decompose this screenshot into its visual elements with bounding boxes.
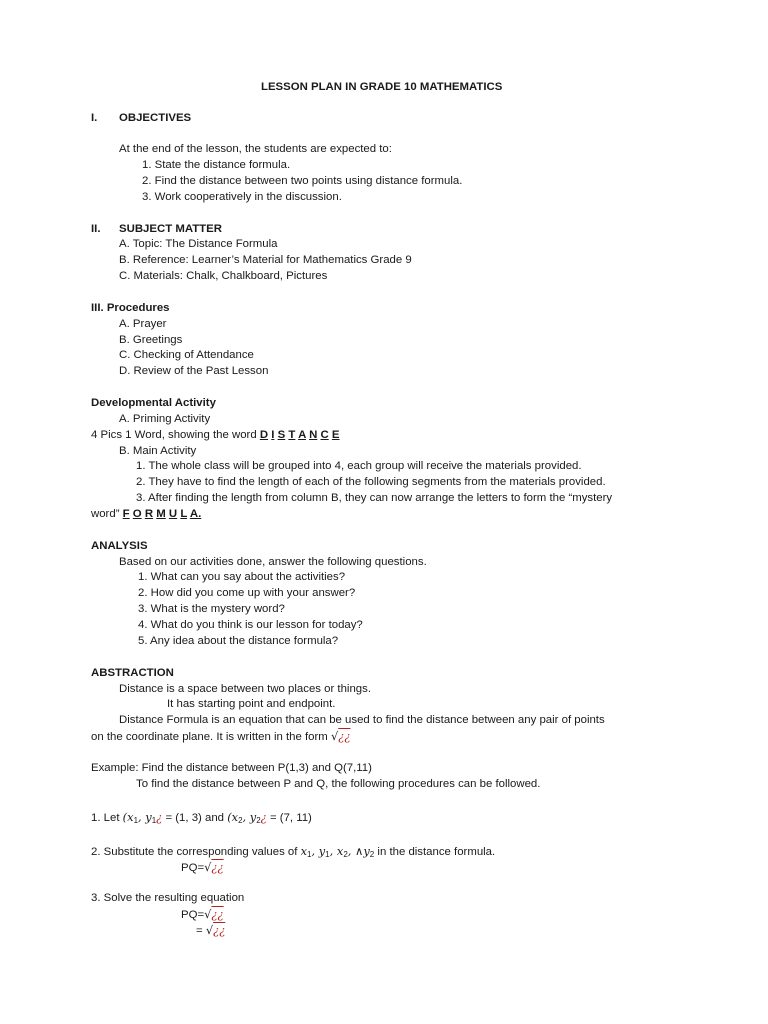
example-line: Example: Find the distance between P(1,3) and Q(7,11) <box>91 762 372 774</box>
procedure-item: A. Prayer <box>119 318 167 330</box>
step-2-suffix: in the distance formula. <box>374 846 496 858</box>
page-title: LESSON PLAN IN GRADE 10 MATHEMATICS <box>261 81 503 93</box>
abstraction-line: It has starting point and endpoint. <box>167 698 336 710</box>
four-pics-line <box>91 428 340 442</box>
distance-letter: S <box>277 429 286 441</box>
math-y: y <box>145 810 152 824</box>
objective-item: 1. State the distance formula. <box>142 159 291 171</box>
broken-glyph: ¿ <box>156 810 163 824</box>
distance-letter: N <box>309 429 318 441</box>
equals-sign: = <box>196 925 203 937</box>
math-sub: 1 <box>307 850 312 859</box>
formula-letter: F <box>122 508 130 520</box>
math-x: x <box>231 810 239 824</box>
pq-label: PQ= <box>181 909 205 921</box>
procedure-item: C. Checking of Attendance <box>119 349 254 361</box>
math-sub: 2 <box>238 816 243 825</box>
math-wedge: ∧ <box>355 844 364 858</box>
activity-step: 1. The whole class will be grouped into 4, each group will receive the materials provided. <box>136 460 582 472</box>
formula-word <box>123 508 202 520</box>
step-3: 3. Solve the resulting equation <box>91 892 245 904</box>
analysis-question: 4. What do you think is our lesson for today? <box>138 619 363 631</box>
step-2-prefix: 2. Substitute the corresponding values of <box>91 846 301 858</box>
abstraction-formula-line <box>91 729 350 744</box>
formula-letter: L <box>180 508 188 520</box>
distance-letter: T <box>288 429 296 441</box>
math-y: y <box>363 844 370 858</box>
math-sub: 2 <box>256 816 261 825</box>
subject-heading: SUBJECT MATTER <box>119 223 222 235</box>
distance-letter: A <box>298 429 306 441</box>
objectives-intro: At the end of the lesson, the students are expected to: <box>119 143 392 155</box>
math-comma: , <box>329 844 337 858</box>
analysis-question: 2. How did you come up with your answer? <box>138 587 356 599</box>
step-1-prefix: 1. Let <box>91 812 123 824</box>
example-line: To find the distance between P and Q, the following procedures can be followed. <box>136 778 541 790</box>
math-sub: 1 <box>151 816 157 825</box>
distance-letter: I <box>271 429 275 441</box>
pq-label: PQ= <box>181 862 205 874</box>
math-comma: , <box>138 810 146 824</box>
analysis-intro: Based on our activities done, answer the following questions. <box>119 556 427 568</box>
objective-item: 2. Find the distance between two points using distance formula. <box>142 175 463 187</box>
broken-formula: ¿¿ <box>213 923 226 937</box>
abstraction-line: on the coordinate plane. It is written in the form <box>91 731 331 743</box>
and-text: and <box>201 812 228 824</box>
sqrt-icon: √ <box>204 860 212 874</box>
analysis-heading: ANALYSIS <box>91 540 148 552</box>
formula-letter: M <box>156 508 166 520</box>
math-paren: ( <box>122 810 128 824</box>
analysis-question: 1. What can you say about the activities? <box>138 571 346 583</box>
step-2 <box>91 844 495 862</box>
objectives-num: I. <box>91 112 98 124</box>
math-x: x <box>336 844 344 858</box>
pq-formula-2 <box>181 907 224 922</box>
procedure-item: D. Review of the Past Lesson <box>119 365 269 377</box>
math-comma: , <box>311 844 319 858</box>
broken-formula: ¿¿ <box>338 729 351 743</box>
activity-step: 3. After finding the length from column B, they can now arrange the letters to form the “mystery <box>136 492 613 504</box>
analysis-question: 3. What is the mystery word? <box>138 603 285 615</box>
formula-letter: U <box>168 508 178 520</box>
math-x: x <box>300 844 308 858</box>
developmental-heading: Developmental Activity <box>91 397 216 409</box>
sqrt-icon: √ <box>205 923 214 937</box>
subject-item: B. Reference: Learner’s Material for Mathematics Grade 9 <box>119 254 412 266</box>
procedure-item: B. Greetings <box>119 334 183 346</box>
abstraction-heading: ABSTRACTION <box>91 667 174 679</box>
pair-value: = (7, 11) <box>269 812 312 824</box>
distance-letter: E <box>331 429 340 441</box>
abstraction-line: Distance is a space between two places or things. <box>119 683 371 695</box>
math-comma: , <box>242 810 250 824</box>
math-sub: 1 <box>133 816 139 825</box>
activity-step: 2. They have to find the length of each of the following segments from the materials provided. <box>136 476 606 488</box>
pair-value: = (1, 3) <box>165 812 202 824</box>
pq-formula-1 <box>181 860 224 875</box>
math-y: y <box>249 810 257 824</box>
formula-letter: R <box>144 508 154 520</box>
distance-letter: C <box>320 429 329 441</box>
sqrt-icon: √ <box>204 907 212 921</box>
broken-glyph: ¿ <box>260 810 267 824</box>
distance-letter: D <box>259 429 269 441</box>
mystery-line <box>91 507 201 521</box>
math-paren: ( <box>227 810 232 824</box>
mystery-prefix: word” <box>91 508 123 520</box>
subject-num: II. <box>91 223 101 235</box>
math-sub: 2 <box>369 850 375 859</box>
math-sub: 1 <box>325 850 330 859</box>
objectives-heading: OBJECTIVES <box>119 112 192 124</box>
procedures-heading: III. Procedures <box>91 302 170 314</box>
broken-formula: ¿¿ <box>211 907 224 921</box>
objective-item: 3. Work cooperatively in the discussion. <box>142 191 342 203</box>
broken-formula: ¿¿ <box>211 860 224 874</box>
analysis-question: 5. Any idea about the distance formula? <box>138 635 339 647</box>
priming-activity: A. Priming Activity <box>119 413 211 425</box>
formula-letter: O <box>132 508 142 520</box>
math-sub: 2 <box>343 850 348 859</box>
math-y: y <box>318 844 326 858</box>
distance-word <box>260 429 340 441</box>
formula-letter: A. <box>189 508 202 520</box>
subject-item: A. Topic: The Distance Formula <box>119 238 278 250</box>
subject-item: C. Materials: Chalk, Chalkboard, Pictures <box>119 270 328 282</box>
pq-formula-3 <box>196 923 225 938</box>
abstraction-line: Distance Formula is an equation that can be used to find the distance between any pair of points <box>119 714 605 726</box>
sqrt-icon: √ <box>330 729 339 743</box>
step-1 <box>91 810 312 828</box>
math-x: x <box>127 810 134 824</box>
math-comma: , <box>347 844 356 858</box>
main-activity: B. Main Activity <box>119 445 197 457</box>
four-pics-prefix: 4 Pics 1 Word, showing the word <box>91 429 260 441</box>
